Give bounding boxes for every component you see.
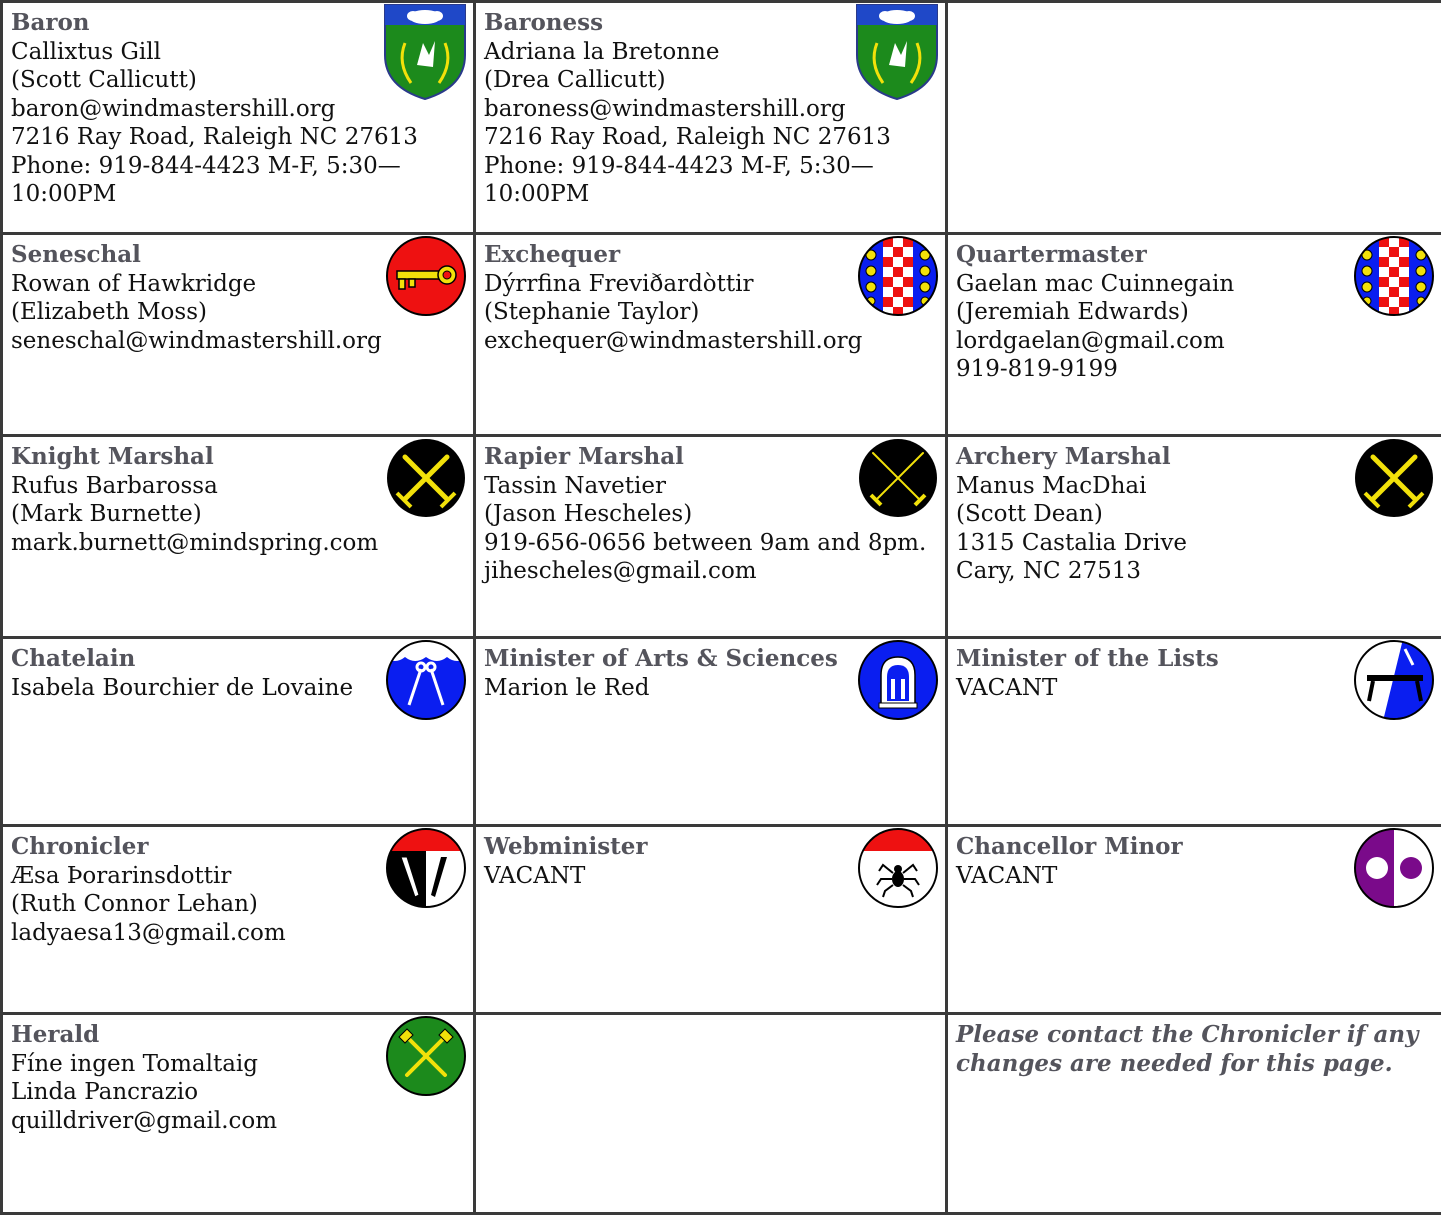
office-email[interactable]: exchequer@windmastershill.org — [484, 327, 937, 356]
office-cell-herald — [2, 1014, 475, 1214]
office-title: Webminister — [484, 833, 937, 862]
quills-badge-icon — [385, 827, 467, 909]
office-title: Minister of the Lists — [956, 645, 1433, 674]
crossed-rapiers-badge-icon — [857, 437, 939, 519]
office-cell-baroness — [475, 2, 947, 234]
office-cell-chatelain — [2, 638, 475, 826]
office-title: Herald — [11, 1021, 465, 1050]
office-line: VACANT — [956, 674, 1433, 703]
office-line: Cary, NC 27513 — [956, 557, 1433, 586]
office-title: Baron — [11, 9, 465, 38]
office-line: Phone: 919-844-4423 M-F, 5:30— — [11, 152, 465, 181]
arch-window-badge-icon — [857, 639, 939, 721]
office-line: VACANT — [484, 862, 937, 891]
checky-pale-badge-icon — [1353, 235, 1435, 317]
crossed-trumpets-badge-icon — [385, 1015, 467, 1097]
office-line: Gaelan mac Cuinnegain — [956, 270, 1433, 299]
checky-pale-badge-icon — [857, 235, 939, 317]
empty-cell — [475, 1014, 947, 1214]
crossed-swords-badge-icon — [1353, 437, 1435, 519]
office-cell-seneschal — [2, 234, 475, 436]
office-line: Æsa Þorarinsdottir — [11, 862, 465, 891]
office-line: (Drea Callicutt) — [484, 66, 937, 95]
barony-arms-shield-icon — [855, 3, 939, 101]
office-title: Chancellor Minor — [956, 833, 1433, 862]
officers-row — [2, 826, 1441, 1014]
spider-badge-icon — [857, 827, 939, 909]
office-title: Quartermaster — [956, 241, 1433, 270]
office-cell-chancellor-minor — [947, 826, 1441, 1014]
officers-row — [2, 638, 1441, 826]
office-line: VACANT — [956, 862, 1433, 891]
office-email[interactable]: quilldriver@gmail.com — [11, 1107, 465, 1136]
office-email[interactable]: baron@windmastershill.org — [11, 95, 465, 124]
office-line: (Elizabeth Moss) — [11, 298, 465, 327]
office-email[interactable]: mark.burnett@mindspring.com — [11, 529, 465, 558]
office-line: 10:00PM — [11, 180, 465, 209]
office-line: Rowan of Hawkridge — [11, 270, 465, 299]
office-line: Dýrrfina Freviðardòttir — [484, 270, 937, 299]
office-phone: 919-656-0656 between 9am and 8pm. — [484, 529, 937, 558]
office-title: Minister of Arts & Sciences — [484, 645, 937, 674]
office-email[interactable]: jihescheles@gmail.com — [484, 557, 937, 586]
keys-cloud-badge-icon — [385, 639, 467, 721]
office-line: Marion le Red — [484, 674, 937, 703]
office-title: Exchequer — [484, 241, 937, 270]
office-line: (Scott Dean) — [956, 500, 1433, 529]
office-line: Isabela Bourchier de Lovaine — [11, 674, 465, 703]
office-cell-archery-marshal — [947, 436, 1441, 638]
office-cell-baron — [2, 2, 475, 234]
office-title: Seneschal — [11, 241, 465, 270]
office-line: (Scott Callicutt) — [11, 66, 465, 95]
officers-row — [2, 2, 1441, 234]
office-line: (Ruth Connor Lehan) — [11, 890, 465, 919]
office-line: 7216 Ray Road, Raleigh NC 27613 — [484, 123, 937, 152]
office-title: Archery Marshal — [956, 443, 1433, 472]
office-title: Chronicler — [11, 833, 465, 862]
footer-note-cell — [947, 1014, 1441, 1214]
office-email[interactable]: seneschal@windmastershill.org — [11, 327, 465, 356]
officers-row — [2, 234, 1441, 436]
office-line: 7216 Ray Road, Raleigh NC 27613 — [11, 123, 465, 152]
office-title: Knight Marshal — [11, 443, 465, 472]
office-cell-exchequer — [475, 234, 947, 436]
office-line: Fíne ingen Tomaltaig — [11, 1050, 465, 1079]
barony-arms-shield-icon — [383, 3, 467, 101]
office-line: Rufus Barbarossa — [11, 472, 465, 501]
roundels-badge-icon — [1353, 827, 1435, 909]
office-title: Baroness — [484, 9, 937, 38]
office-email[interactable]: lordgaelan@gmail.com — [956, 327, 1433, 356]
office-phone: 919-819-9199 — [956, 355, 1433, 384]
empty-cell — [947, 2, 1441, 234]
office-email[interactable]: baroness@windmastershill.org — [484, 95, 937, 124]
office-cell-minister-arts-sciences — [475, 638, 947, 826]
office-title: Rapier Marshal — [484, 443, 937, 472]
lists-table-badge-icon — [1353, 639, 1435, 721]
office-line: (Jeremiah Edwards) — [956, 298, 1433, 327]
office-line: (Mark Burnette) — [11, 500, 465, 529]
office-title: Chatelain — [11, 645, 465, 674]
office-line: Adriana la Bretonne — [484, 38, 937, 67]
office-line: (Stephanie Taylor) — [484, 298, 937, 327]
office-line: (Jason Hescheles) — [484, 500, 937, 529]
office-line: Tassin Navetier — [484, 472, 937, 501]
office-line: Phone: 919-844-4423 M-F, 5:30— — [484, 152, 937, 181]
officers-row — [2, 1014, 1441, 1214]
chronicler-contact-note: Please contact the Chronicler if any changes are needed for this page. — [956, 1021, 1433, 1078]
key-badge-icon — [385, 235, 467, 317]
office-email[interactable]: ladyaesa13@gmail.com — [11, 919, 465, 948]
office-line: Manus MacDhai — [956, 472, 1433, 501]
office-line: Linda Pancrazio — [11, 1078, 465, 1107]
crossed-swords-badge-icon — [385, 437, 467, 519]
office-cell-webminister — [475, 826, 947, 1014]
office-line: 10:00PM — [484, 180, 937, 209]
office-line: 1315 Castalia Drive — [956, 529, 1433, 558]
officers-row — [2, 436, 1441, 638]
office-cell-minister-of-the-lists — [947, 638, 1441, 826]
office-line: Callixtus Gill — [11, 38, 465, 67]
office-cell-rapier-marshal — [475, 436, 947, 638]
office-cell-knight-marshal — [2, 436, 475, 638]
office-cell-quartermaster — [947, 234, 1441, 436]
office-cell-chronicler — [2, 826, 475, 1014]
